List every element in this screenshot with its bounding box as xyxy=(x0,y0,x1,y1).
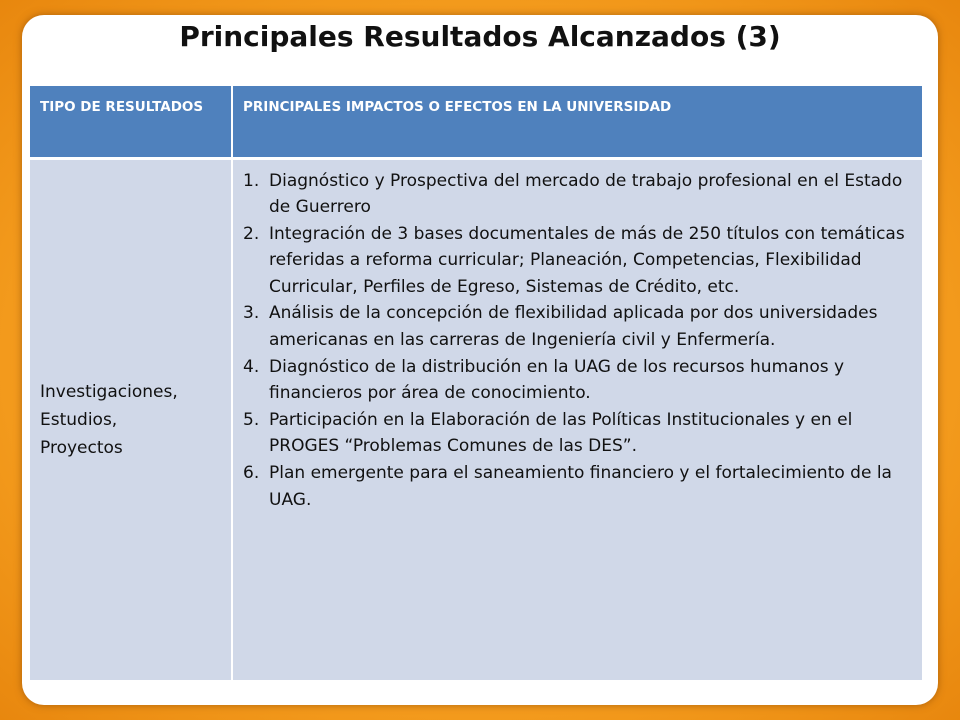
results-table xyxy=(30,86,922,680)
result-type-cell xyxy=(30,158,232,680)
slide-title: Principales Resultados Alcanzados (3) xyxy=(179,20,781,53)
list-item-text: Análisis de la concepción de flexibilidad aplicada por dos universidades americanas en las carreras de Ingeniería civil y Enfermería. xyxy=(269,303,878,351)
list-item xyxy=(243,460,914,513)
result-type-line: Investigaciones, xyxy=(40,381,178,402)
impacts-list xyxy=(243,168,914,514)
list-item-text: Diagnóstico y Prospectiva del mercado de trabajo profesional en el Estado de Guerrero xyxy=(269,170,903,218)
list-item xyxy=(243,168,914,221)
list-item-number: 6. xyxy=(243,463,260,484)
list-item xyxy=(243,221,914,301)
impacts-cell xyxy=(232,158,922,680)
list-item xyxy=(243,407,914,460)
table-row xyxy=(30,158,922,680)
list-item-text: Plan emergente para el saneamiento financiero y el fortalecimiento de la UAG. xyxy=(269,463,892,510)
list-item-number: 2. xyxy=(243,223,260,244)
list-item-text: Integración de 3 bases documentales de más de 250 títulos con temáticas referidas a reforma curricular; Planeación, Competencias, Flexibilidad Curricular, Perfiles de Egreso, Sistemas de Crédito, etc. xyxy=(269,223,905,297)
list-item-number: 1. xyxy=(243,170,260,191)
list-item xyxy=(243,300,914,353)
list-item-number: 5. xyxy=(243,409,260,430)
list-item-text: Participación en la Elaboración de las Políticas Institucionales y en el PROGES “Problemas Comunes de las DES”. xyxy=(269,409,853,457)
result-type-line: Proyectos xyxy=(40,437,123,458)
list-item-number: 3. xyxy=(243,303,260,324)
header-principales-impactos: PRINCIPALES IMPACTOS O EFECTOS EN LA UNIVERSIDAD xyxy=(232,86,922,158)
list-item-number: 4. xyxy=(243,356,260,377)
header-tipo-de-resultados: TIPO DE RESULTADOS xyxy=(30,86,232,158)
table-header-row xyxy=(30,86,922,158)
result-type-line: Estudios, xyxy=(40,409,118,430)
list-item xyxy=(243,354,914,407)
list-item-text: Diagnóstico de la distribución en la UAG de los recursos humanos y financieros por área de conocimiento. xyxy=(269,356,845,404)
